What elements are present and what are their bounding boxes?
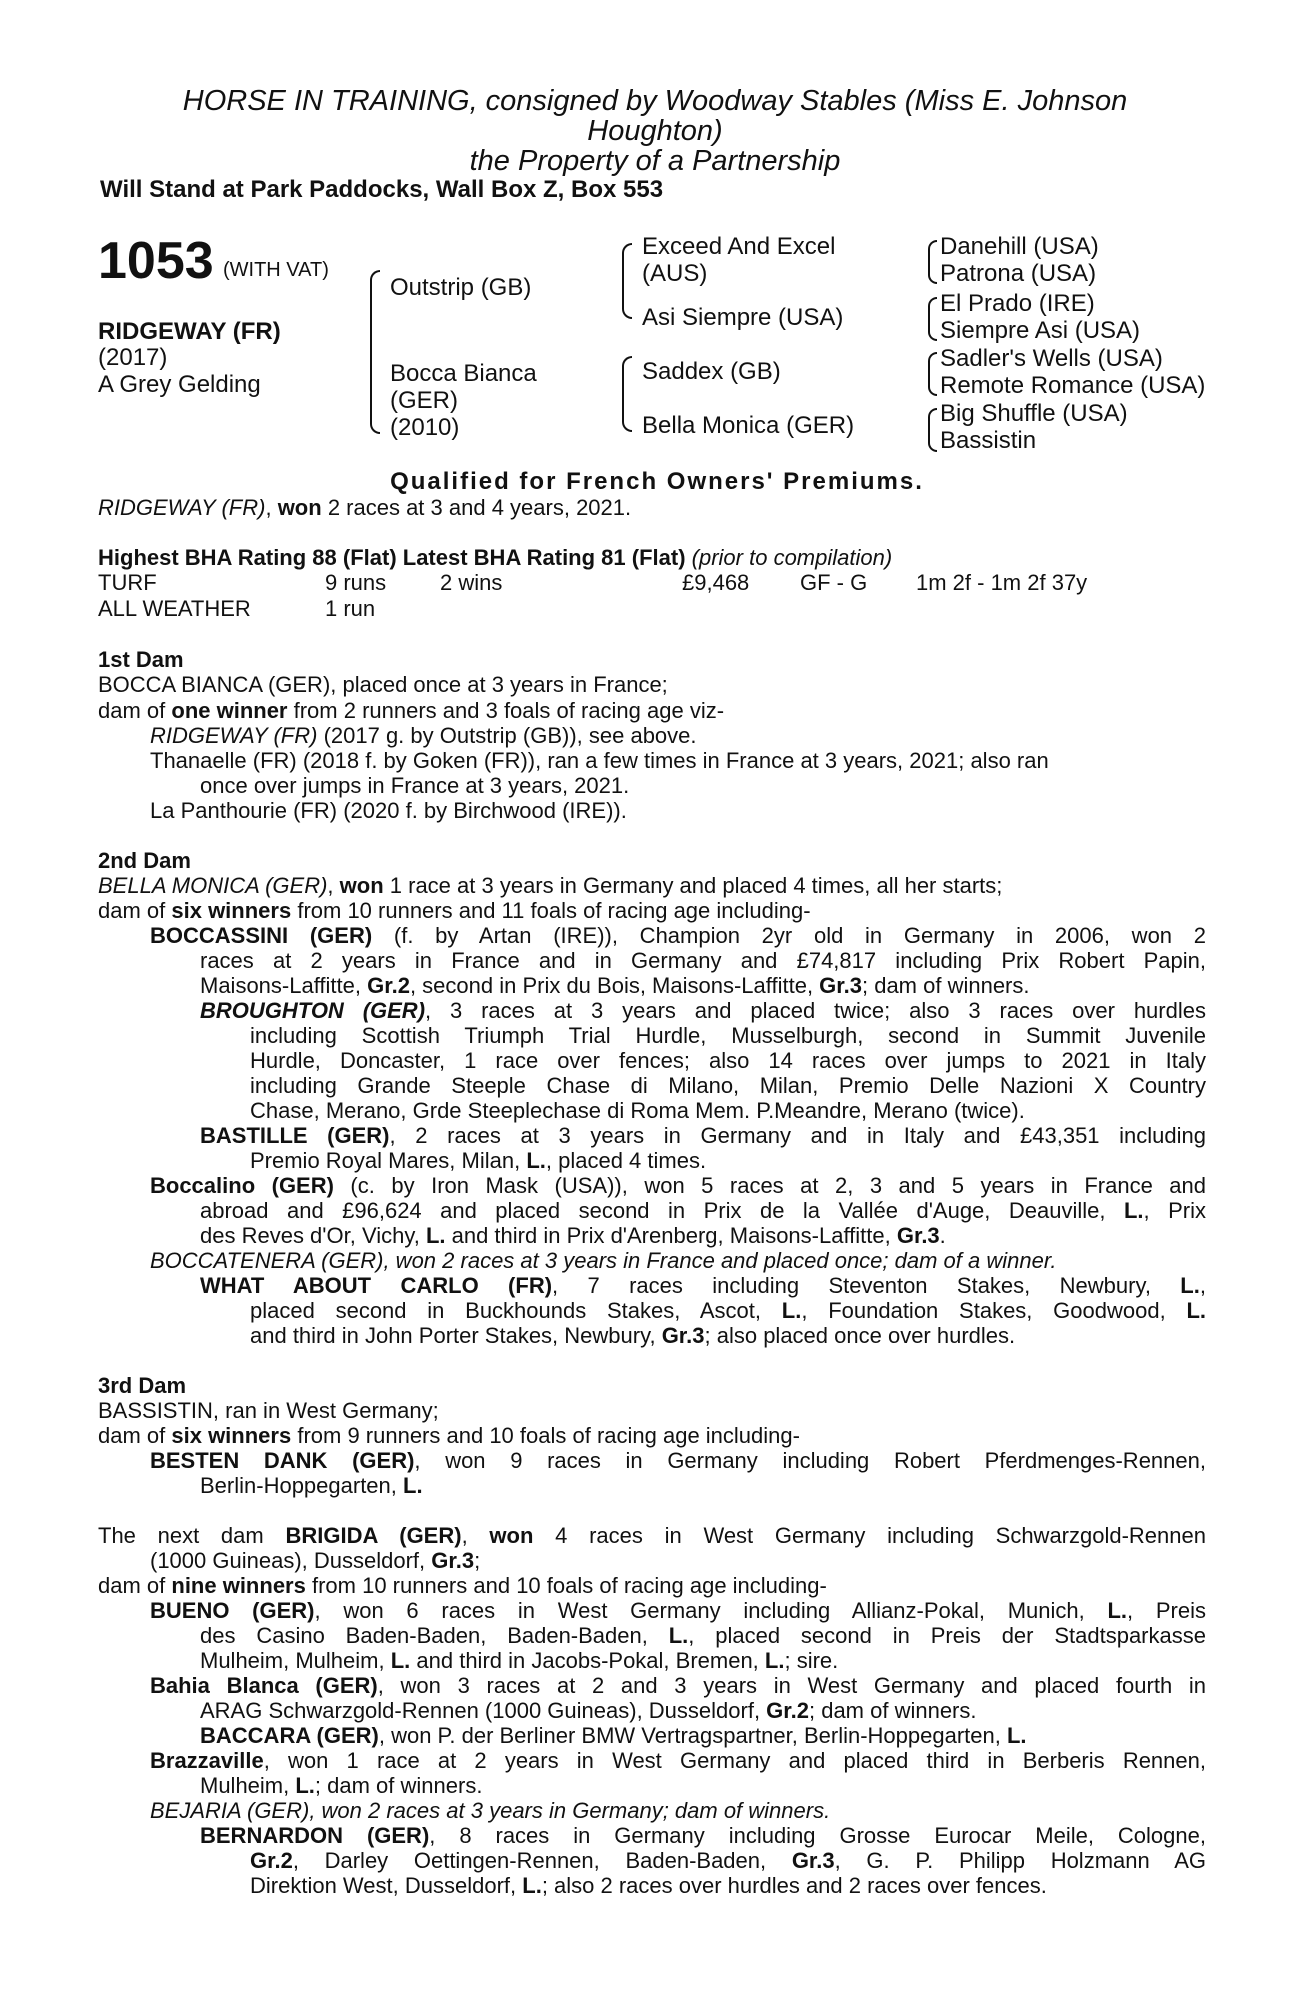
horse-name: RIDGEWAY (FR) [98, 318, 281, 345]
bahia-blanca-cont: ARAG Schwarzgold-Rennen (1000 Guineas), Dusseldorf, Gr.2; dam of winners. [200, 1698, 977, 1723]
first-dam-produce: dam of one winner from 2 runners and 3 foals of racing age viz- [98, 698, 725, 723]
owner-line: the Property of a Partnership [469, 145, 841, 177]
consignor-line-2: Houghton) [587, 115, 723, 147]
second-dam-heading: 2nd Dam [98, 848, 191, 873]
broughton-entry: BROUGHTON (GER), 3 races at 3 years and placed twice; also 3 races over hurdles [200, 998, 1206, 1023]
horse-year: (2017) [98, 344, 168, 371]
rating-bold: Highest BHA Rating 88 (Flat) Latest BHA Rating 81 (Flat) [98, 545, 686, 570]
lot-number: 1053 [98, 232, 214, 290]
bastille-cont: Premio Royal Mares, Milan, L., placed 4 times. [250, 1148, 707, 1173]
race-summary: RIDGEWAY (FR), won 2 races at 3 and 4 years, 2021. [98, 495, 632, 520]
third-dam-produce: dam of six winners from 9 runners and 10 foals of racing age including- [98, 1423, 800, 1448]
turf-wins: 2 wins [440, 570, 503, 595]
rating-line [98, 545, 1206, 571]
pedigree-dam-year: (2010) [390, 414, 460, 441]
pedigree-dam: Bocca Bianca [390, 360, 537, 387]
pedigree-brace-3b [928, 297, 937, 341]
pedigree-brace-3a [928, 240, 937, 284]
summary-won: won [277, 495, 322, 520]
boccalino-cont: abroad and £96,624 and placed second in Prix de la Vallée d'Auge, Deauville, L., Prix [200, 1198, 1206, 1223]
besten-dank-cont: Berlin-Hoppegarten, L. [200, 1473, 423, 1498]
horse-description: A Grey Gelding [98, 371, 261, 398]
rating-note: (prior to compilation) [691, 545, 893, 570]
pedigree-dam-sire: Saddex (GB) [642, 358, 781, 385]
boccalino-cont-2: des Reves d'Or, Vichy, L. and third in Prix d'Arenberg, Maisons-Laffitte, Gr.3. [200, 1223, 946, 1248]
bernardon-entry: BERNARDON (GER), 8 races in Germany including Grosse Eurocar Meile, Cologne, [200, 1823, 1206, 1848]
bueno-cont: des Casino Baden-Baden, Baden-Baden, L., placed second in Preis der Stadtsparkasse [200, 1623, 1206, 1648]
produce-la-panthourie: La Panthourie (FR) (2020 f. by Birchwood (IRE)). [150, 798, 627, 823]
summary-text: 2 races at 3 and 4 years, 2021. [327, 495, 632, 520]
next-dam-cont: (1000 Guineas), Dusseldorf, Gr.3; [150, 1548, 481, 1573]
broughton-cont: including Scottish Triumph Trial Hurdle, Musselburgh, second in Summit Juvenile [250, 1023, 1206, 1048]
pedigree-brace-3d [928, 408, 937, 452]
broughton-cont-4: Chase, Merano, Grde Steeplechase di Roma Mem. P.Meandre, Merano (twice). [250, 1098, 1025, 1123]
turf-runs: 9 runs [325, 570, 387, 595]
aw-runs: 1 run [325, 596, 376, 621]
first-dam-heading: 1st Dam [98, 647, 184, 672]
pedigree-g5: Sadler's Wells (USA) [940, 345, 1163, 372]
first-dam-line: BOCCA BIANCA (GER), placed once at 3 years in France; [98, 672, 668, 697]
turf-label: TURF [98, 570, 157, 595]
second-dam-line: BELLA MONICA (GER), won 1 race at 3 years in Germany and placed 4 times, all her starts; [98, 873, 1003, 898]
bueno-cont-2: Mulheim, Mulheim, L. and third in Jacobs-Pokal, Bremen, L.; sire. [200, 1648, 839, 1673]
pedigree-dam-dam: Bella Monica (GER) [642, 412, 855, 439]
pedigree-sire-sire-country: (AUS) [642, 260, 708, 287]
third-dam-heading: 3rd Dam [98, 1373, 187, 1398]
what-about-carlo-entry: WHAT ABOUT CARLO (FR), 7 races including Steventon Stakes, Newbury, L., [200, 1273, 1206, 1298]
bahia-blanca-entry: Bahia Blanca (GER), won 3 races at 2 and 3 years in West Germany and placed fourth in [150, 1673, 1207, 1698]
pedigree-sire-sire: Exceed And Excel [642, 233, 836, 260]
brazzaville-cont: Mulheim, L.; dam of winners. [200, 1773, 483, 1798]
pedigree-g4: Siempre Asi (USA) [940, 317, 1141, 344]
bastille-entry: BASTILLE (GER), 2 races at 3 years in Germany and in Italy and £43,351 including [200, 1123, 1207, 1148]
pedigree-brace-3c [928, 352, 937, 396]
produce-thanaelle: Thanaelle (FR) (2018 f. by Goken (FR)), ran a few times in France at 3 years, 2021; also ran [150, 748, 1049, 773]
pedigree-g2: Patrona (USA) [940, 260, 1097, 287]
brazzaville-entry: Brazzaville, won 1 race at 2 years in West Germany and placed third in Berberis Rennen, [150, 1748, 1206, 1773]
vat-note: (WITH VAT) [223, 259, 329, 281]
produce-thanaelle-cont: once over jumps in France at 3 years, 2021. [200, 773, 630, 798]
baccara-entry: BACCARA (GER), won P. der Berliner BMW Vertragspartner, Berlin-Hoppegarten, L. [200, 1723, 1027, 1748]
turf-distance: 1m 2f - 1m 2f 37y [916, 570, 1088, 595]
pedigree-brace-2a [622, 243, 632, 319]
boccassini-entry: BOCCASSINI (GER) (f. by Artan (IRE)), Champion 2yr old in Germany in 2006, won 2 [150, 923, 1206, 948]
bernardon-cont: Gr.2, Darley Oettingen-Rennen, Baden-Baden, Gr.3, G. P. Philipp Holzmann AG [250, 1848, 1206, 1873]
summary-horse: RIDGEWAY (FR) [98, 495, 266, 520]
second-dam-produce: dam of six winners from 10 runners and 11 foals of racing age including- [98, 898, 811, 923]
boccassini-cont: races at 2 years in France and in Germany and £74,817 including Prix Robert Papin, [200, 948, 1206, 973]
aw-label: ALL WEATHER [98, 596, 251, 621]
produce-ridgeway: RIDGEWAY (FR) (2017 g. by Outstrip (GB)), see above. [150, 723, 697, 748]
bejaria-entry: BEJARIA (GER), won 2 races at 3 years in Germany; dam of winners. [150, 1798, 831, 1823]
next-dam-line: The next dam BRIGIDA (GER), won 4 races in West Germany including Schwarzgold-Rennen [98, 1523, 1206, 1548]
broughton-cont-2: Hurdle, Doncaster, 1 race over fences; also 14 races over jumps to 2021 in Italy [250, 1048, 1206, 1073]
what-about-carlo-cont: placed second in Buckhounds Stakes, Ascot, L., Foundation Stakes, Goodwood, L. [250, 1298, 1206, 1323]
broughton-cont-3: including Grande Steeple Chase di Milano, Milan, Premio Delle Nazioni X Country [250, 1073, 1206, 1098]
boccatenera-entry: BOCCATENERA (GER), won 2 races at 3 years in France and placed once; dam of a winner. [150, 1248, 1057, 1273]
pedigree-sire: Outstrip (GB) [390, 274, 532, 301]
pedigree-g7: Big Shuffle (USA) [940, 400, 1128, 427]
pedigree-dam-country: (GER) [390, 387, 458, 414]
boccalino-entry: Boccalino (GER) (c. by Iron Mask (USA)), won 5 races at 2, 3 and 5 years in France and [150, 1173, 1206, 1198]
third-dam-line: BASSISTIN, ran in West Germany; [98, 1398, 439, 1423]
stand-location: Will Stand at Park Paddocks, Wall Box Z, Box 553 [100, 176, 664, 203]
turf-prize: £9,468 [682, 570, 750, 595]
bernardon-cont-2: Direktion West, Dusseldorf, L.; also 2 races over hurdles and 2 races over fences. [250, 1873, 1047, 1898]
pedigree-brace-2b [622, 356, 632, 432]
what-about-carlo-cont-2: and third in John Porter Stakes, Newbury, Gr.3; also placed once over hurdles. [250, 1323, 1016, 1348]
pedigree-sire-dam: Asi Siempre (USA) [642, 304, 844, 331]
pedigree-g1: Danehill (USA) [940, 233, 1099, 260]
consignor-line: HORSE IN TRAINING, consigned by Woodway Stables (Miss E. Johnson [182, 85, 1128, 117]
boccassini-cont-2: Maisons-Laffitte, Gr.2, second in Prix du Bois, Maisons-Laffitte, Gr.3; dam of winners. [200, 973, 1030, 998]
turf-going: GF - G [800, 570, 868, 595]
pedigree-g6: Remote Romance (USA) [940, 372, 1206, 399]
pedigree-g8: Bassistin [940, 427, 1037, 454]
pedigree-brace-1 [370, 270, 380, 434]
next-dam-produce: dam of nine winners from 10 runners and 10 foals of racing age including- [98, 1573, 827, 1598]
pedigree-g3: El Prado (IRE) [940, 290, 1095, 317]
bueno-entry: BUENO (GER), won 6 races in West Germany including Allianz-Pokal, Munich, L., Preis [150, 1598, 1206, 1623]
premiums-note: Qualified for French Owners' Premiums. [390, 468, 924, 495]
besten-dank-entry: BESTEN DANK (GER), won 9 races in Germany including Robert Pferdmenges-Rennen, [150, 1448, 1206, 1473]
